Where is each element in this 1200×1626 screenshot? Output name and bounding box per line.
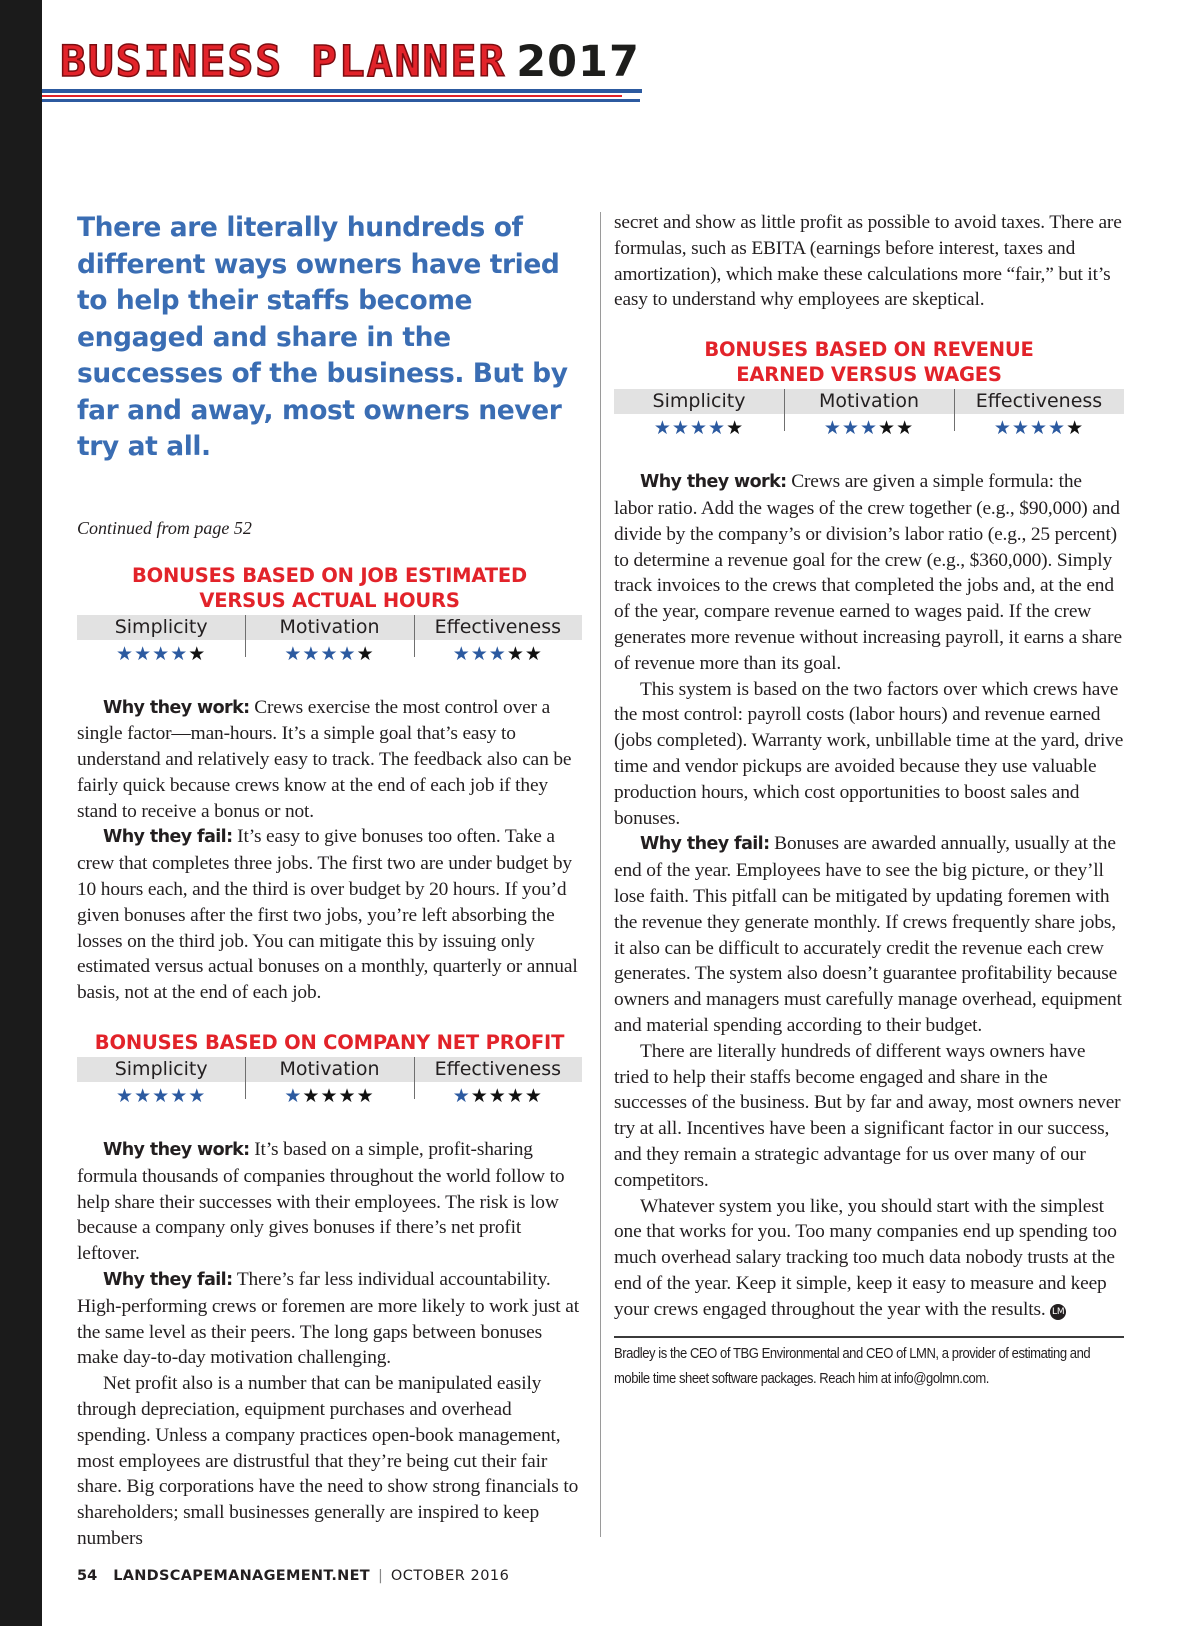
rating-simplicity bbox=[614, 389, 784, 439]
rating-label: Simplicity bbox=[77, 615, 245, 640]
author-bio: Bradley is the CEO of TBG Environmental and CEO of LMN, a provider of estimating and mobile time sheet software packages. Reach him at info@golmn.com. bbox=[614, 1346, 1091, 1388]
star-filled-icon: ★ bbox=[320, 642, 339, 665]
paragraph-text: Bonuses are awarded annually, usually at the end of the year. Employees have to see the big picture, or they’ll lose faith. This pitfall can be mitigated by updating foremen with the revenue they generate monthly. If crews frequently share jobs, it also can be difficult to accurately credit the revenue each crew generates. The system also doesn’t guarantee profitability because owners and managers must carefully manage overhead, equipment and material spending according to their budget. bbox=[614, 833, 1122, 1036]
paragraph: secret and show as little profit as possible to avoid taxes. There are formulas, such as EBITA (earnings before interest, taxes and amortization), which make these calculations more “fair,” but it’s easy to understand why employees are skeptical. bbox=[614, 212, 1122, 311]
rating-label: Motivation bbox=[245, 1057, 413, 1082]
rating-effectiveness bbox=[414, 615, 582, 665]
star-empty-icon: ★ bbox=[524, 1085, 543, 1108]
rating-effectiveness bbox=[414, 1057, 582, 1107]
page-footer bbox=[77, 1568, 509, 1584]
rating-effectiveness bbox=[954, 389, 1124, 439]
star-rating bbox=[245, 643, 413, 665]
paragraph bbox=[614, 831, 1124, 1038]
paragraph: There are literally hundreds of different ways owners have tried to help their staffs become engaged and share in the successes of the business. But by far and away, most owners never try at all. Incentives have been a significant factor in our success, and they remain a strategic advantage for us over many of our competitors. bbox=[614, 1040, 1121, 1191]
paragraph bbox=[77, 1267, 582, 1371]
footer-separator: | bbox=[377, 1568, 383, 1584]
star-rating bbox=[784, 417, 954, 439]
paragraph-text: It’s based on a simple, profit-sharing formula thousands of companies throughout the world follow to help share their successes with their employees. The risk is low because a company only gives bonuses if there’s net profit leftover. bbox=[77, 1139, 565, 1265]
header-stripe bbox=[42, 95, 622, 97]
star-filled-icon: ★ bbox=[671, 417, 690, 440]
star-filled-icon: ★ bbox=[1048, 417, 1067, 440]
star-filled-icon: ★ bbox=[170, 642, 189, 665]
star-filled-icon: ★ bbox=[452, 1085, 471, 1108]
star-filled-icon: ★ bbox=[134, 1085, 153, 1108]
star-rating bbox=[77, 643, 245, 665]
star-rating bbox=[614, 417, 784, 439]
star-filled-icon: ★ bbox=[653, 417, 672, 440]
header-stripe bbox=[42, 99, 640, 102]
pull-quote: There are literally hundreds of different ways owners have tried to help their staffs become engaged and share in the successes of the business. But by far and away, most owners never try at all. bbox=[77, 212, 568, 462]
star-filled-icon: ★ bbox=[1011, 417, 1030, 440]
star-rating bbox=[954, 417, 1124, 439]
lead-in: Why they fail: bbox=[640, 834, 770, 855]
star-filled-icon: ★ bbox=[1029, 417, 1049, 440]
star-empty-icon: ★ bbox=[524, 642, 543, 665]
rating-box bbox=[77, 1030, 582, 1107]
star-empty-icon: ★ bbox=[506, 642, 525, 665]
paragraph bbox=[77, 824, 582, 1006]
paragraph-text: There’s far less individual accountability. High-performing crews or foremen are more likely to work just at the same level as their peers. The long gaps between bonuses make day-to-day motivation challenging. bbox=[77, 1269, 579, 1369]
star-empty-icon: ★ bbox=[896, 417, 915, 440]
star-filled-icon: ★ bbox=[284, 1085, 303, 1108]
end-mark-icon: LM bbox=[1050, 1304, 1066, 1320]
star-filled-icon: ★ bbox=[708, 417, 727, 440]
rating-simplicity bbox=[77, 615, 245, 665]
site-name: LANDSCAPEMANAGEMENT.NET bbox=[113, 1568, 370, 1584]
paragraph bbox=[614, 1194, 1124, 1323]
star-filled-icon: ★ bbox=[284, 642, 303, 665]
rating-label: Simplicity bbox=[77, 1057, 245, 1082]
star-rating bbox=[414, 643, 582, 665]
paragraph-text: Crews are given a simple formula: the labor ratio. Add the wages of the crew together (e.g., $90,000) and divide by the company’s or division’s labor ratio (e.g., 25 percent) to determine a revenue goal for the crew (e.g., $360,000). Simply track invoices to the crews that completed the jobs and, at the end of the year, compare revenue earned to wages paid. If the crew generates more revenue without increasing payroll, it earns a share of revenue more than its goal. bbox=[614, 471, 1122, 674]
star-rating bbox=[414, 1085, 582, 1107]
column-divider bbox=[600, 212, 601, 1537]
star-empty-icon: ★ bbox=[302, 1085, 321, 1108]
page-number: 54 bbox=[77, 1568, 98, 1584]
paragraph: This system is based on the two factors over which crews have the most control: payroll costs (labor hours) and revenue earned (jobs completed). Warranty work, unbillable time at the yard, drive time and vendor pickups are avoided because they use valuable production hours, which cost opportunities to boost sales and bonuses. bbox=[614, 678, 1124, 829]
paragraph bbox=[614, 469, 1124, 676]
star-filled-icon: ★ bbox=[302, 642, 321, 665]
brand-word: BUSINESS PLANNER bbox=[60, 37, 507, 87]
rating-motivation bbox=[245, 615, 413, 665]
star-empty-icon: ★ bbox=[878, 417, 897, 440]
star-empty-icon: ★ bbox=[726, 417, 745, 440]
star-empty-icon: ★ bbox=[356, 642, 375, 665]
page-header bbox=[60, 32, 660, 112]
lead-in: Why they fail: bbox=[103, 1270, 233, 1291]
paragraph bbox=[77, 1137, 582, 1267]
star-filled-icon: ★ bbox=[152, 642, 171, 665]
star-empty-icon: ★ bbox=[356, 1085, 375, 1108]
header-stripe bbox=[42, 89, 642, 93]
article-body bbox=[77, 1137, 582, 1552]
ratings-table bbox=[614, 389, 1124, 439]
paragraph-text: It’s easy to give bonuses too often. Take a crew that completes three jobs. The first two are under budget by 10 hours each, and the third is over budget by 20 hours. If you’d given bonuses after the first two jobs, you’re left absorbing the losses on the third job. You can mitigate this by issuing only estimated versus actual bonuses on a monthly, quarterly or annual basis, not at the end of each job. bbox=[77, 826, 578, 1004]
rating-simplicity bbox=[77, 1057, 245, 1107]
article-body bbox=[614, 210, 1124, 313]
rating-motivation bbox=[784, 389, 954, 439]
star-filled-icon: ★ bbox=[116, 1085, 135, 1108]
rating-label: Motivation bbox=[784, 389, 954, 414]
rating-box bbox=[77, 563, 582, 665]
star-empty-icon: ★ bbox=[338, 1085, 357, 1108]
lead-in: Why they work: bbox=[103, 697, 250, 718]
brand-title bbox=[60, 34, 640, 90]
star-filled-icon: ★ bbox=[689, 417, 709, 440]
star-filled-icon: ★ bbox=[488, 642, 507, 665]
lead-in: Why they fail: bbox=[103, 827, 233, 848]
star-empty-icon: ★ bbox=[320, 1085, 339, 1108]
paragraph-text: Crews exercise the most control over a single factor—man-hours. It’s a simple goal that’s easy to understand and relatively easy to track. The feedback also can be fairly quick because crews know at the end of each job if they stand to receive a bonus or not. bbox=[77, 696, 572, 822]
star-filled-icon: ★ bbox=[152, 1085, 171, 1108]
star-filled-icon: ★ bbox=[823, 417, 842, 440]
ratings-table bbox=[77, 1057, 582, 1107]
rating-label: Effectiveness bbox=[414, 615, 582, 640]
rating-label: Motivation bbox=[245, 615, 413, 640]
rating-label: Effectiveness bbox=[954, 389, 1124, 414]
star-rating bbox=[77, 1085, 245, 1107]
box-title: BONUSES BASED ON JOB ESTIMATED VERSUS ACTUAL HOURS bbox=[132, 563, 527, 612]
star-filled-icon: ★ bbox=[859, 417, 879, 440]
star-empty-icon: ★ bbox=[506, 1085, 525, 1108]
star-empty-icon: ★ bbox=[470, 1085, 489, 1108]
star-rating bbox=[245, 1085, 413, 1107]
article-body bbox=[614, 469, 1124, 1322]
star-filled-icon: ★ bbox=[134, 642, 153, 665]
star-filled-icon: ★ bbox=[338, 642, 357, 665]
right-column bbox=[614, 210, 1124, 1392]
rating-label: Effectiveness bbox=[414, 1057, 582, 1082]
rating-motivation bbox=[245, 1057, 413, 1107]
article-body bbox=[77, 695, 582, 1007]
rating-label: Simplicity bbox=[614, 389, 784, 414]
paragraph-text: Whatever system you like, you should start with the simplest one that works for you. Too many companies end up spending too much overhead salary tracking too much data nobody trusts at the end of the year. Keep it simple, keep it easy to measure and keep your crews engaged throughout the year with the results. bbox=[614, 1195, 1117, 1320]
left-column bbox=[77, 210, 582, 1552]
paragraph bbox=[77, 695, 582, 825]
star-filled-icon: ★ bbox=[993, 417, 1012, 440]
paragraph: Net profit also is a number that can be manipulated easily through depreciation, equipment purchases and overhead spending. Unless a company practices open-book management, most employees are distrustful that they’re being cut their fair share. Big corporations have the need to show strong financials to shareholders; small businesses generally are inspired to keep numbers bbox=[77, 1373, 579, 1550]
star-filled-icon: ★ bbox=[170, 1085, 189, 1108]
star-filled-icon: ★ bbox=[188, 1085, 207, 1108]
star-filled-icon: ★ bbox=[116, 642, 135, 665]
star-filled-icon: ★ bbox=[841, 417, 860, 440]
star-empty-icon: ★ bbox=[488, 1085, 507, 1108]
brand-year: 2017 bbox=[516, 37, 640, 87]
star-empty-icon: ★ bbox=[188, 642, 207, 665]
page-spine bbox=[0, 0, 42, 1626]
rating-box bbox=[614, 337, 1124, 439]
lead-in: Why they work: bbox=[640, 472, 787, 493]
star-empty-icon: ★ bbox=[1066, 417, 1085, 440]
issue-date: OCTOBER 2016 bbox=[390, 1568, 510, 1584]
star-filled-icon: ★ bbox=[470, 642, 489, 665]
bio-rule bbox=[614, 1336, 1124, 1338]
star-filled-icon: ★ bbox=[452, 642, 471, 665]
continued-note: Continued from page 52 bbox=[77, 517, 252, 538]
lead-in: Why they work: bbox=[103, 1140, 250, 1161]
ratings-table bbox=[77, 615, 582, 665]
box-title: BONUSES BASED ON REVENUE EARNED VERSUS WAGES bbox=[704, 338, 1034, 387]
box-title: BONUSES BASED ON COMPANY NET PROFIT bbox=[94, 1031, 565, 1055]
